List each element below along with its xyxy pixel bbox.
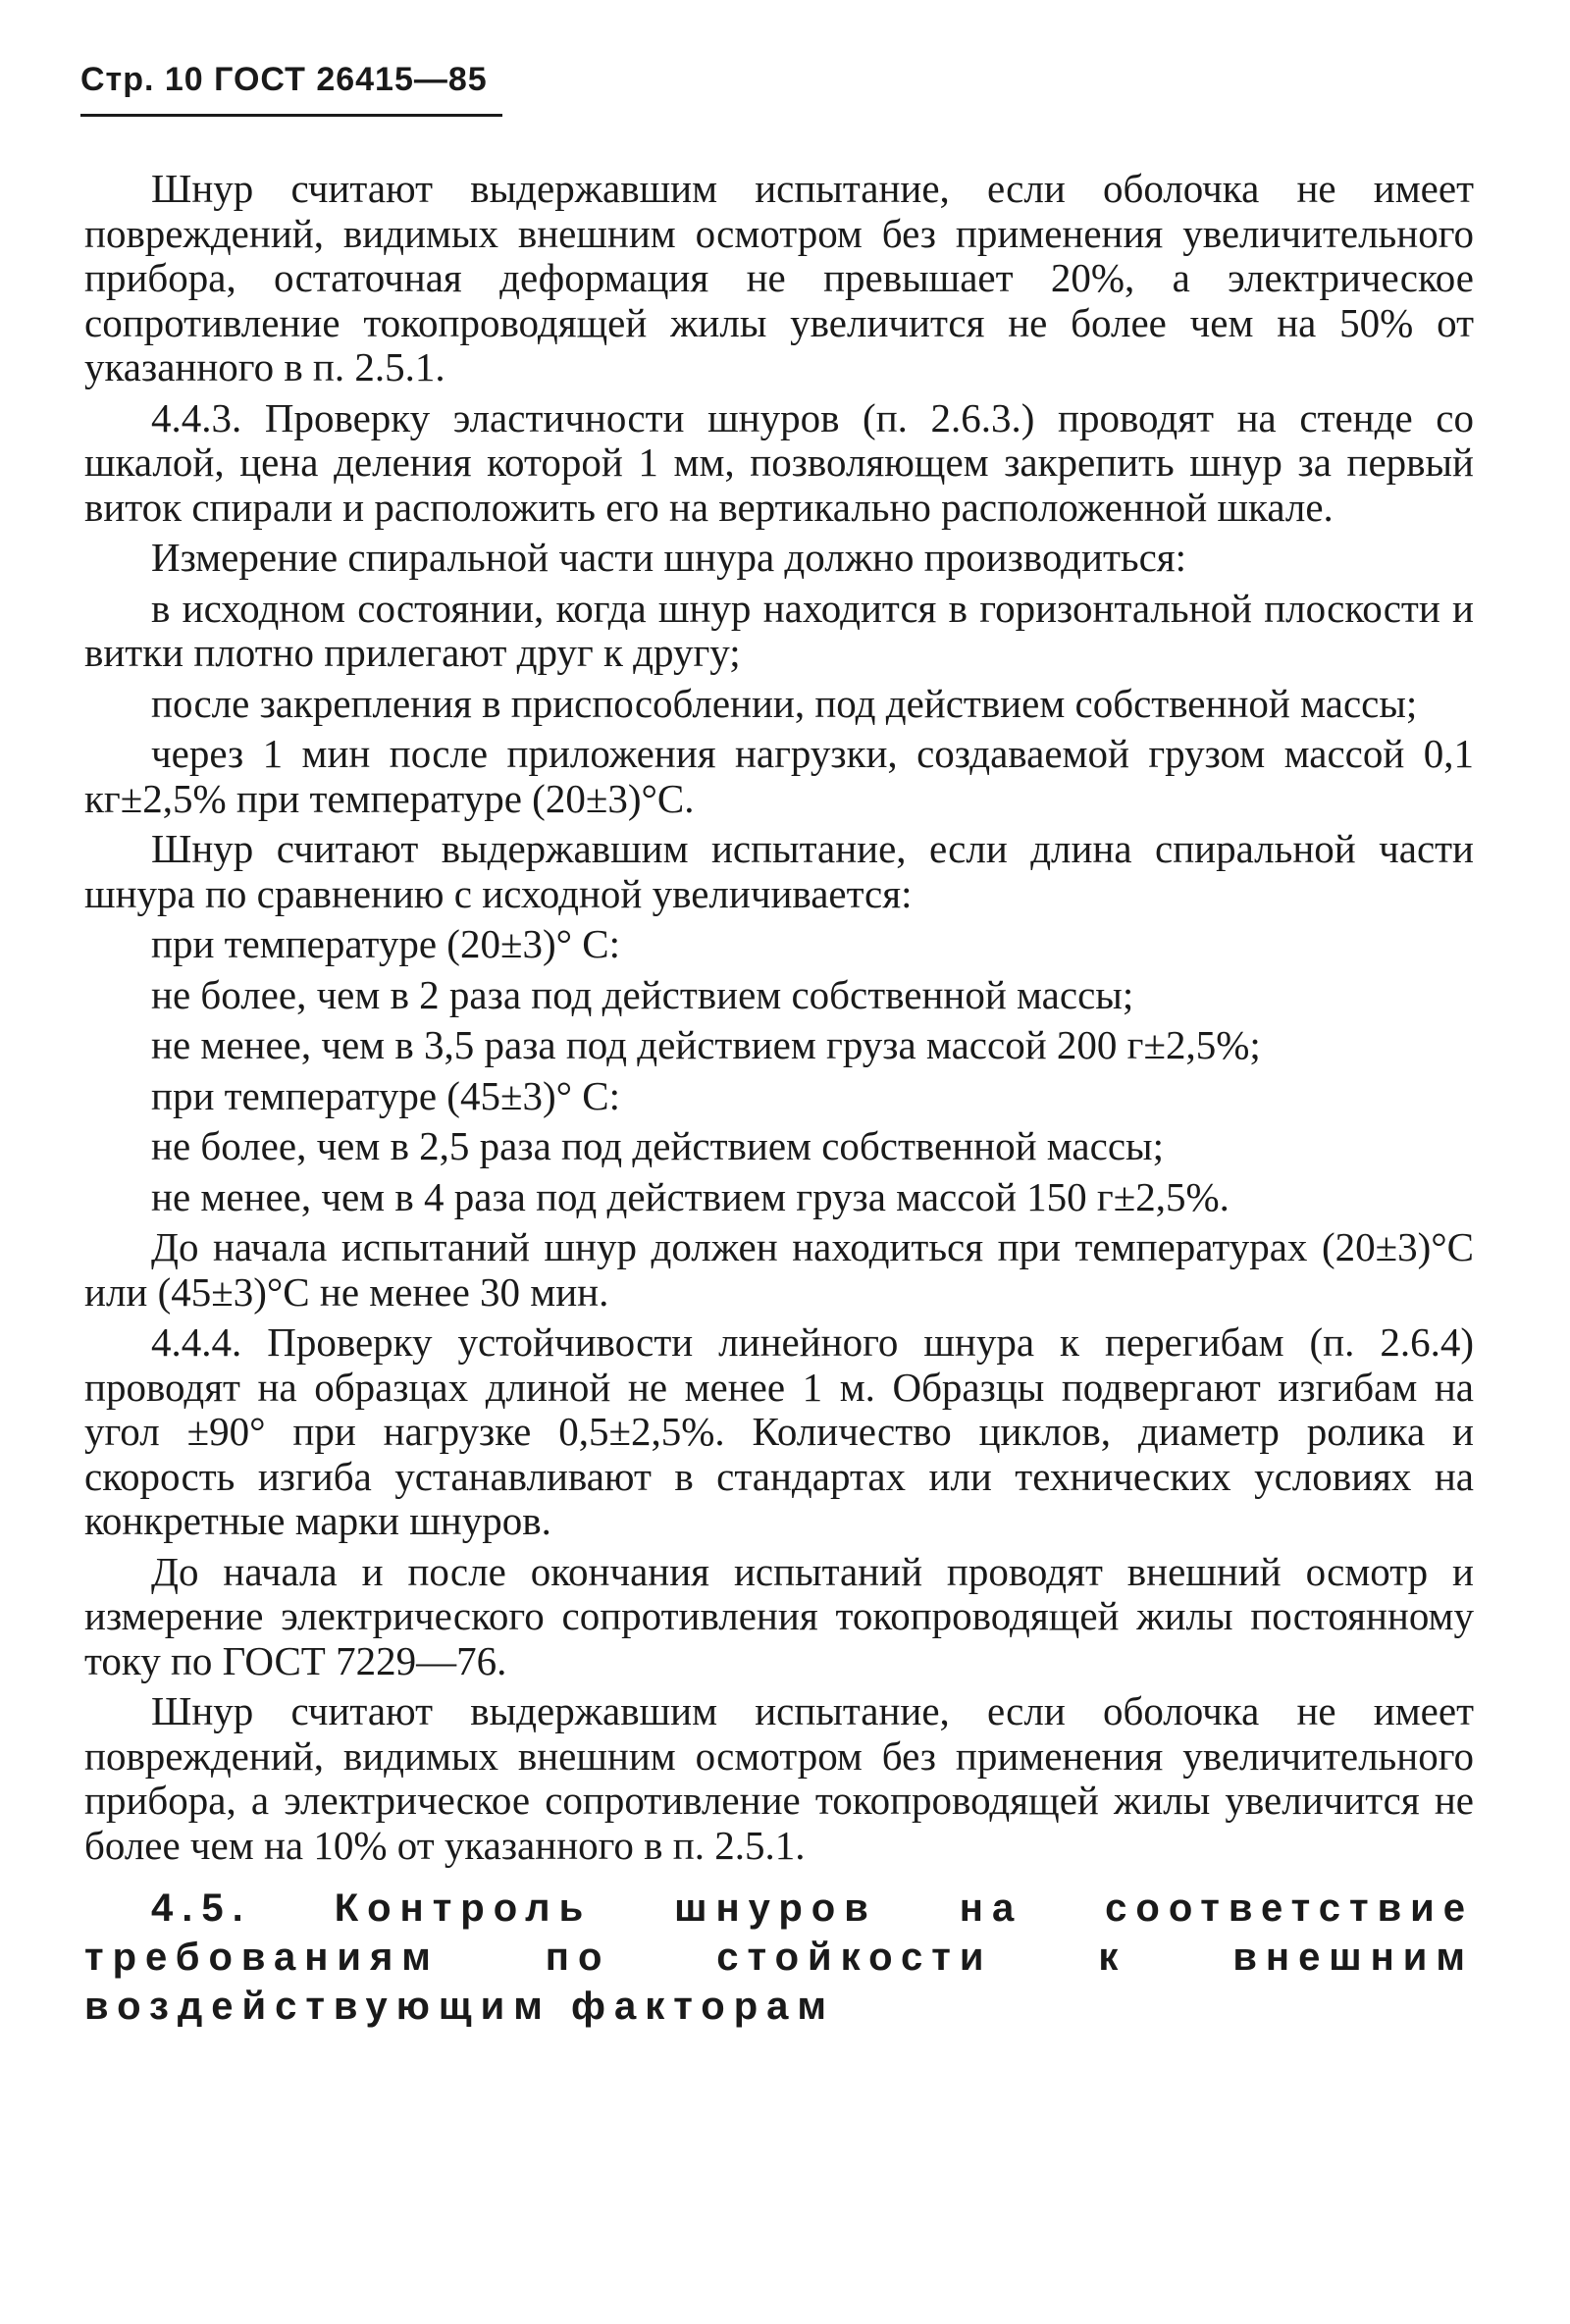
header-rule	[80, 114, 502, 117]
list-item-temp-20-load: не менее, чем в 3,5 раза под действием груза массой 200 г±2,5%;	[151, 1022, 1261, 1067]
paragraph-inspection: До начала и после окончания испытаний проводят внешний осмотр и измерение электрического сопротивления токопроводящей жилы постоянному току по ГОСТ 7229—76.	[84, 1548, 1474, 1683]
section-heading-4-5: 4.5. Контроль шнуров на соответствие требованиям по стойкости к внешним воздействующим факторам	[84, 1886, 1474, 2028]
paragraph-4-4-3: 4.4.3. Проверку эластичности шнуров (п. 2.6.3.) проводят на стенде со шкалой, цена деления которой 1 мм, позволяющем закрепить шнур за первый виток спирали и расположить его на вертикально расположенной шкале.	[84, 394, 1474, 530]
list-item-initial-state: в исходном состоянии, когда шнур находится в горизонтальной плоскости и витки плотно прилегают друг к другу;	[84, 585, 1474, 675]
document-body	[84, 167, 1474, 2037]
paragraph-measurement-intro: Измерение спиральной части шнура должно производиться:	[151, 535, 1187, 580]
paragraph-conditioning: До начала испытаний шнур должен находиться при температурах (20±3)°С или (45±3)°С не менее 30 мин.	[84, 1224, 1474, 1315]
list-item-temp-45-load: не менее, чем в 4 раза под действием груза массой 150 г±2,5%.	[151, 1173, 1230, 1219]
page-header: Стр. 10 ГОСТ 26415—85	[80, 61, 488, 98]
paragraph-cord-passed-test-1: Шнур считают выдержавшим испытание, если оболочка не имеет повреждений, видимых внешним осмотром без применения увеличительного прибора, остаточная деформация не превышает 20%, а электрическое сопротивление токопроводящей жилы увеличится не более чем на 50% от указанного в п. 2.5.1.	[84, 166, 1474, 389]
list-item-temp-45: при температуре (45±3)° С:	[151, 1072, 620, 1118]
list-item-temp-45-own-mass: не более, чем в 2,5 раза под действием собственной массы;	[151, 1123, 1164, 1168]
list-item-after-fixing: после закрепления в приспособлении, под действием собственной массы;	[151, 680, 1418, 726]
paragraph-cord-passed-test-2: Шнур считают выдержавшим испытание, если оболочка не имеет повреждений, видимых внешним осмотром без применения увеличительного прибора, а электрическое сопротивление токопроводящей жилы увеличится не более чем на 10% от указанного в п. 2.5.1.	[84, 1688, 1474, 1868]
list-item-after-load: через 1 мин после приложения нагрузки, создаваемой грузом массой 0,1 кг±2,5% при температуре (20±3)°С.	[84, 731, 1474, 821]
list-item-temp-20: при температуре (20±3)° С:	[151, 921, 620, 966]
paragraph-elasticity-criteria: Шнур считают выдержавшим испытание, если длина спиральной части шнура по сравнению с исходной увеличивается:	[84, 826, 1474, 916]
paragraph-4-4-4: 4.4.4. Проверку устойчивости линейного шнура к перегибам (п. 2.6.4) проводят на образцах длиной не менее 1 м. Образцы подвергают изгибам на угол ±90° при нагрузке 0,5±2,5%. Количество циклов, диаметр ролика и скорость изгиба устанавливают в стандартах или технических условиях на конкретные марки шнуров.	[84, 1319, 1474, 1543]
list-item-temp-20-own-mass: не более, чем в 2 раза под действием собственной массы;	[151, 971, 1134, 1017]
